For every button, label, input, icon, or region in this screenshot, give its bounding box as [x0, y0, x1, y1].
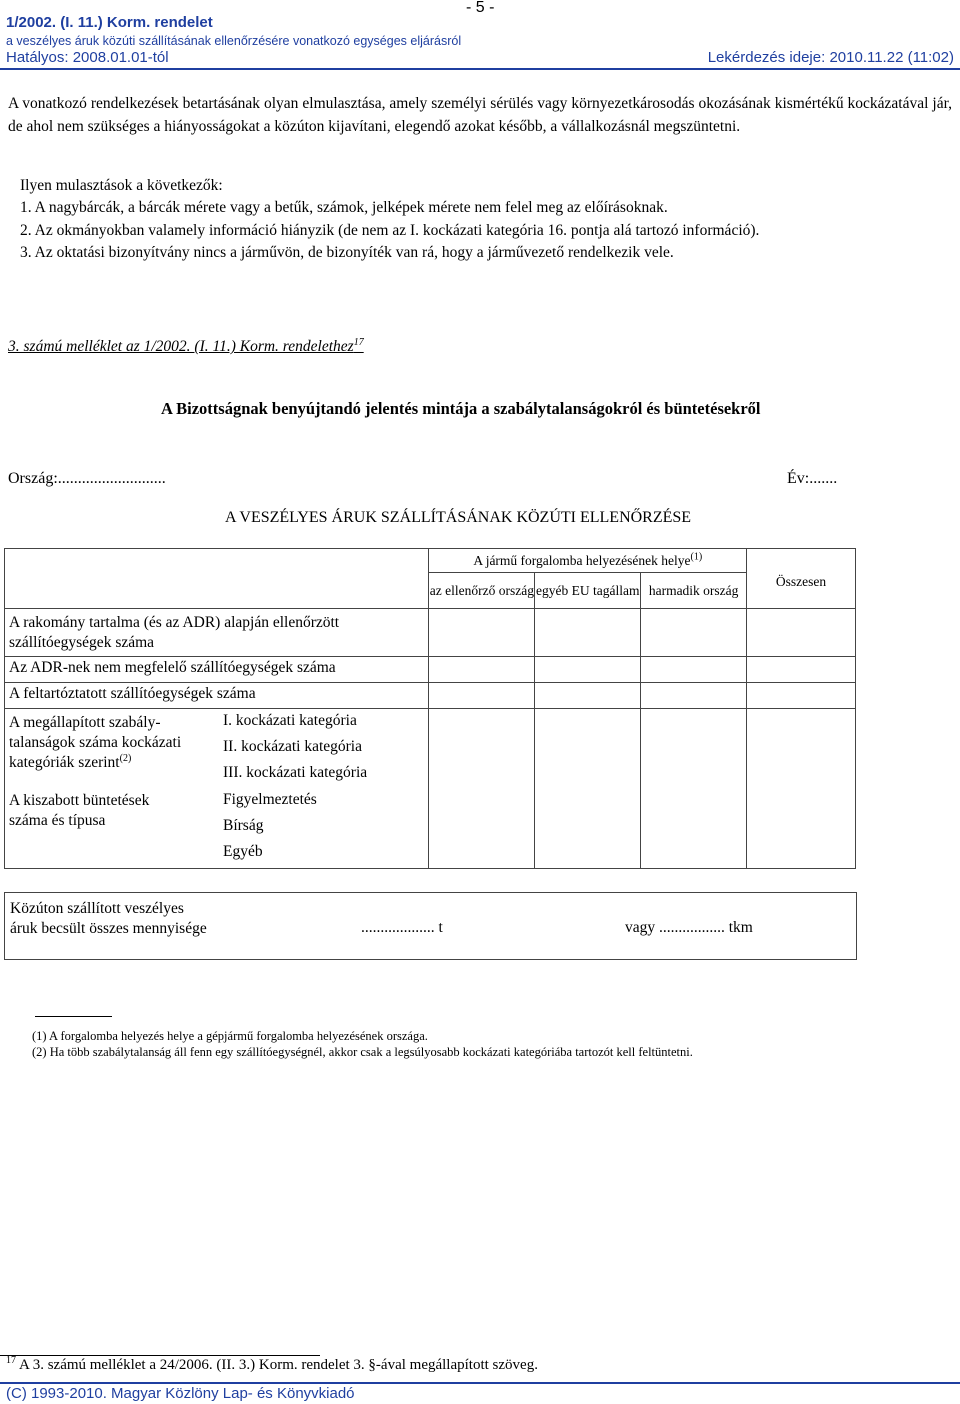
cell-value	[747, 609, 856, 657]
cell-value	[535, 788, 641, 869]
page-footnote	[6, 1357, 538, 1374]
quantity-label: Közúton szállított veszélyes áruk becsült összes mennyisége	[10, 900, 207, 937]
cell-value	[747, 709, 856, 789]
col-inspecting-country: az ellenőrző ország	[429, 573, 535, 609]
footnote-2: (2) Ha több szabálytalanság áll fenn egy szállítóegységnél, akkor csak a legsúlyosabb kockázati kategóriába tartozót kell feltüntetni.	[32, 1045, 693, 1059]
col-third-country: harmadik ország	[641, 573, 747, 609]
cell-value	[429, 609, 535, 657]
list-item-1: 1. A nagybárcák, a bárcák mérete vagy a betűk, számok, jelképek mérete nem felel meg az előírásoknak.	[20, 199, 668, 216]
document-subtitle: a veszélyes áruk közúti szállításának ellenőrzésére vonatkozó egységes eljárásról	[6, 34, 462, 48]
row-irregularities	[5, 709, 429, 789]
cell-value	[747, 683, 856, 709]
quantity-tonnes: ................... t	[361, 919, 443, 936]
page-number: - 5 -	[466, 0, 495, 16]
quantity-table	[4, 892, 857, 960]
cell-value	[429, 709, 535, 789]
irregularities-label-text: A megállapított szabály-talanságok száma kockázati kategóriák szerint	[9, 714, 182, 771]
page-footnote-mark: 17	[6, 1355, 16, 1366]
page-footnote-divider	[0, 1355, 320, 1356]
cell-value	[429, 788, 535, 869]
row-checked-units: A rakomány tartalma (és az ADR) alapján ellenőrzött szállítóegységek száma	[5, 609, 429, 657]
row-nonconforming-units: Az ADR-nek nem megfelelő szállítóegységek száma	[5, 657, 429, 683]
irregularities-footnote-mark: (2)	[119, 752, 132, 764]
list-item-3: 3. Az oktatási bizonyítvány nincs a járművön, de bizonyíték van rá, hogy a járművezető rendelkezik vele.	[20, 244, 674, 261]
cell-value	[535, 683, 641, 709]
document-title: 1/2002. (I. 11.) Korm. rendelet	[6, 14, 213, 31]
header-divider	[0, 68, 960, 70]
validity-date: Hatályos: 2008.01.01-tól	[6, 49, 169, 66]
cell-value	[747, 788, 856, 869]
cell-value	[641, 709, 747, 789]
cell-value	[535, 709, 641, 789]
penalty-other: Egyéb	[223, 843, 263, 860]
cell-value	[641, 788, 747, 869]
cell-value	[747, 657, 856, 683]
year-label: Év:.......	[787, 470, 838, 487]
irregularities-label	[9, 713, 209, 773]
blank-header-cell	[5, 549, 429, 609]
footnote-1: (1) A forgalomba helyezés helye a gépjármű forgalomba helyezésének országa.	[32, 1029, 428, 1043]
query-time: Lekérdezés ideje: 2010.11.22 (11:02)	[707, 49, 954, 66]
list-intro: Ilyen mulasztások a következők:	[20, 177, 223, 194]
registration-group-label: A jármű forgalomba helyezésének helye	[473, 553, 691, 568]
cell-value	[641, 683, 747, 709]
report-table	[4, 548, 856, 869]
col-total: Összesen	[747, 549, 856, 609]
form-heading: A VESZÉLYES ÁRUK SZÁLLÍTÁSÁNAK KÖZÚTI ELLENŐRZÉSE	[225, 509, 692, 526]
cell-value	[641, 657, 747, 683]
page-footnote-text: A 3. számú melléklet a 24/2006. (II. 3.) Korm. rendelet 3. §-ával megállapított szöveg.	[18, 1357, 538, 1373]
penalty-fine: Bírság	[223, 817, 264, 834]
quantity-tkm: vagy ................. tkm	[625, 919, 753, 936]
cell-value	[641, 609, 747, 657]
row-detained-units: A feltartóztatott szállítóegységek száma	[5, 683, 429, 709]
row-penalties	[5, 788, 429, 869]
cell-value	[429, 657, 535, 683]
annex-footnote-mark: 17	[353, 336, 364, 348]
quantity-row	[5, 893, 857, 960]
registration-group-header	[429, 549, 747, 573]
risk-category-2: II. kockázati kategória	[223, 738, 362, 755]
country-label: Ország:...........................	[8, 470, 166, 487]
risk-category-1: I. kockázati kategória	[223, 712, 357, 729]
cell-value	[429, 683, 535, 709]
penalties-label: A kiszabott büntetések száma és típusa	[9, 792, 150, 829]
intro-paragraph: A vonatkozó rendelkezések betartásának olyan elmulasztása, amely személyi sérülés vagy környezetkárosodás okozásának kismértékű kockázatával jár, de ahol nem szükséges a hiányosságokat a közúton kijavítani, elegendő azokat később, a vállalkozásnál megszüntetni.	[8, 95, 952, 135]
col-other-eu: egyéb EU tagállam	[535, 573, 641, 609]
list-item-2: 2. Az okmányokban valamely információ hiányzik (de nem az I. kockázati kategória 16. pontja alá tartozó információ).	[20, 222, 760, 239]
cell-value	[535, 609, 641, 657]
annex-reference-text: 3. számú melléklet az 1/2002. (I. 11.) Korm. rendelethez	[8, 338, 354, 355]
risk-category-3: III. kockázati kategória	[223, 764, 368, 781]
registration-footnote-mark: (1)	[690, 551, 703, 563]
footnote-divider	[35, 1016, 112, 1017]
penalty-warning: Figyelmeztetés	[223, 791, 317, 808]
annex-reference	[8, 338, 364, 356]
cell-value	[535, 657, 641, 683]
report-title: A Bizottságnak benyújtandó jelentés mintája a szabálytalanságokról és büntetésekről	[161, 399, 761, 418]
copyright: (C) 1993-2010. Magyar Közlöny Lap- és Könyvkiadó	[6, 1385, 355, 1402]
footer-divider	[0, 1382, 960, 1384]
